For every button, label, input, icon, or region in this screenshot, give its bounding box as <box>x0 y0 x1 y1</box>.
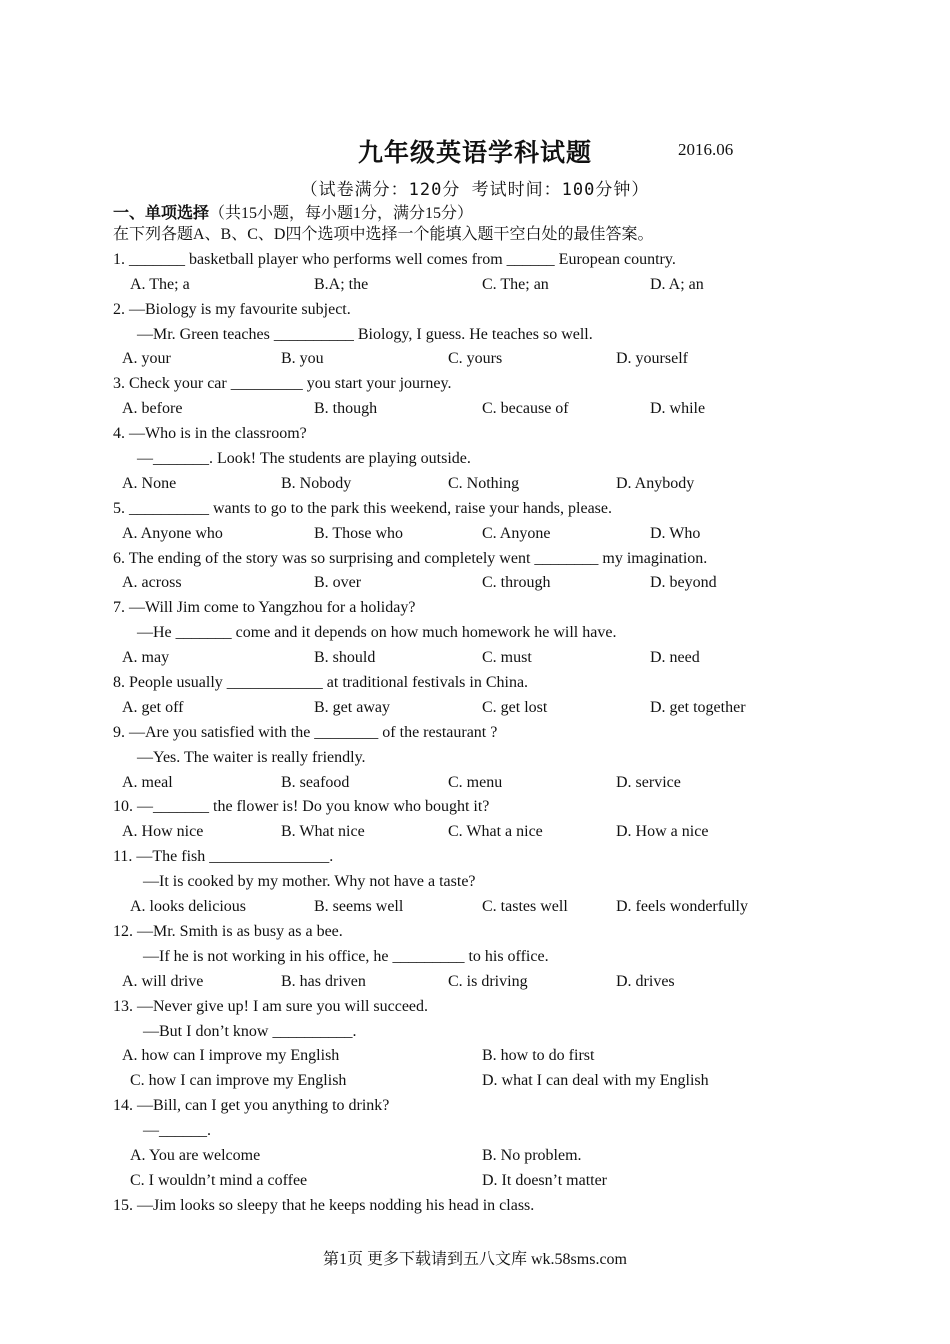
option-b: B. No problem. <box>482 1146 582 1164</box>
section-note: （共15小题，每小题1分，满分15分） <box>209 205 474 222</box>
option-row <box>113 522 873 547</box>
section-heading <box>113 200 473 223</box>
option-b: B. over <box>314 574 362 592</box>
question-reply: —If he is not working in his office, he _________ to his office. <box>143 947 549 965</box>
option-d: D. service <box>616 773 681 791</box>
option-a: A. how can I improve my English <box>122 1047 340 1065</box>
option-a: A. your <box>122 350 171 368</box>
option-c: C. yours <box>448 350 503 368</box>
option-c: C. I wouldn’t mind a coffee <box>130 1171 308 1189</box>
option-a: A. You are welcome <box>130 1146 261 1164</box>
section-title: 一、单项选择 <box>113 205 210 222</box>
option-row <box>113 646 873 671</box>
option-c: C. how I can improve my English <box>130 1072 347 1090</box>
question-stem: 11. —The fish _______________. <box>113 848 334 866</box>
option-d: D. need <box>650 649 700 667</box>
question-stem: 14. —Bill, can I get you anything to drink? <box>113 1097 390 1115</box>
option-a: A. before <box>122 400 183 418</box>
option-c: C. through <box>482 574 551 592</box>
option-b: B. get away <box>314 698 390 716</box>
option-a: A. How nice <box>122 823 204 841</box>
question-stem: 4. —Who is in the classroom? <box>113 425 307 443</box>
option-c: C. Nothing <box>448 474 520 492</box>
option-c: C. Anyone <box>482 524 551 542</box>
instruction: 在下列各题A、B、C、D四个选项中选择一个能填入题干空白处的最佳答案。 <box>113 226 654 243</box>
exam-date: 2016.06 <box>678 140 734 159</box>
option-row <box>113 1169 873 1194</box>
option-d: D. feels wonderfully <box>616 898 748 916</box>
option-b: B. should <box>314 649 376 667</box>
option-c: C. must <box>482 649 532 667</box>
option-d: D. A; an <box>650 275 704 293</box>
question-stem: 6. The ending of the story was so surprising and completely went ________ my imagination. <box>113 549 708 567</box>
question-reply: —He _______ come and it depends on how much homework he will have. <box>137 624 617 642</box>
option-b: B. seafood <box>281 773 350 791</box>
question-reply: —_______. Look! The students are playing outside. <box>137 450 471 468</box>
option-b: B. how to do first <box>482 1047 595 1065</box>
option-c: C. The; an <box>482 275 549 293</box>
option-row <box>113 820 873 845</box>
option-d: D. what I can deal with my English <box>482 1072 709 1090</box>
question-stem: 15. —Jim looks so sleepy that he keeps nodding his head in class. <box>113 1196 535 1214</box>
option-c: C. What a nice <box>448 823 543 841</box>
option-a: A. None <box>122 474 177 492</box>
question-reply: —But I don’t know __________. <box>143 1022 357 1040</box>
option-d: D. Who <box>650 524 701 542</box>
question-reply: —Mr. Green teaches __________ Biology, I guess. He teaches so well. <box>137 325 593 343</box>
question-reply: —Yes. The waiter is really friendly. <box>137 748 366 766</box>
option-c: C. because of <box>482 400 569 418</box>
option-b: B. Those who <box>314 524 404 542</box>
option-a: A. Anyone who <box>122 524 223 542</box>
option-c: C. menu <box>448 773 503 791</box>
question-reply: —______. <box>143 1122 211 1140</box>
option-d: D. How a nice <box>616 823 709 841</box>
option-c: C. tastes well <box>482 898 568 916</box>
question-stem: 2. —Biology is my favourite subject. <box>113 300 351 318</box>
option-d: D. get together <box>650 698 746 716</box>
option-b: B.A; the <box>314 275 369 293</box>
option-c: C. is driving <box>448 972 528 990</box>
option-row <box>113 472 873 497</box>
question-stem: 12. —Mr. Smith is as busy as a bee. <box>113 922 343 940</box>
option-row <box>113 273 873 298</box>
option-row <box>113 347 873 372</box>
option-d: D. beyond <box>650 574 717 592</box>
question-stem: 9. —Are you satisfied with the ________ of the restaurant ? <box>113 723 498 741</box>
option-b: B. seems well <box>314 898 404 916</box>
question-stem: 3. Check your car _________ you start your journey. <box>113 375 452 393</box>
page-title: 九年级英语学科试题 <box>357 140 592 167</box>
option-a: A. across <box>122 574 182 592</box>
option-b: B. has driven <box>281 972 366 990</box>
option-a: A. The; a <box>130 275 190 293</box>
option-row <box>113 397 873 422</box>
option-d: D. It doesn’t matter <box>482 1171 608 1189</box>
option-row <box>113 571 873 596</box>
question-stem: 7. —Will Jim come to Yangzhou for a holiday? <box>113 599 416 617</box>
option-row <box>113 696 873 721</box>
page-footer: 第1页 更多下载请到五八文库 wk.58sms.com <box>322 1251 627 1268</box>
option-a: A. will drive <box>122 972 204 990</box>
option-d: D. yourself <box>616 350 688 368</box>
option-row <box>113 970 873 995</box>
option-row <box>113 771 873 796</box>
option-c: C. get lost <box>482 698 548 716</box>
question-stem: 8. People usually ____________ at traditional festivals in China. <box>113 674 529 692</box>
option-b: B. you <box>281 350 324 368</box>
option-b: B. though <box>314 400 378 418</box>
question-reply: —It is cooked by my mother. Why not have a taste? <box>143 873 476 891</box>
option-b: B. Nobody <box>281 474 352 492</box>
question-stem: 1. _______ basketball player who performs well comes from ______ European country. <box>113 250 676 268</box>
option-row <box>113 1144 873 1169</box>
option-row <box>113 895 873 920</box>
option-a: A. looks delicious <box>130 898 246 916</box>
question-stem: 5. __________ wants to go to the park this weekend, raise your hands, please. <box>113 499 613 517</box>
option-d: D. Anybody <box>616 474 695 492</box>
option-d: D. drives <box>616 972 675 990</box>
question-list <box>113 223 873 1219</box>
option-b: B. What nice <box>281 823 365 841</box>
exam-info: （试卷满分：120分 考试时间：100分钟） <box>300 180 650 200</box>
option-row <box>113 1044 873 1069</box>
option-a: A. may <box>122 649 170 667</box>
option-a: A. meal <box>122 773 173 791</box>
question-stem: 13. —Never give up! I am sure you will succeed. <box>113 997 429 1015</box>
option-d: D. while <box>650 400 706 418</box>
question-stem: 10. —_______ the flower is! Do you know who bought it? <box>113 798 490 816</box>
option-a: A. get off <box>122 698 184 716</box>
option-row <box>113 1069 873 1094</box>
